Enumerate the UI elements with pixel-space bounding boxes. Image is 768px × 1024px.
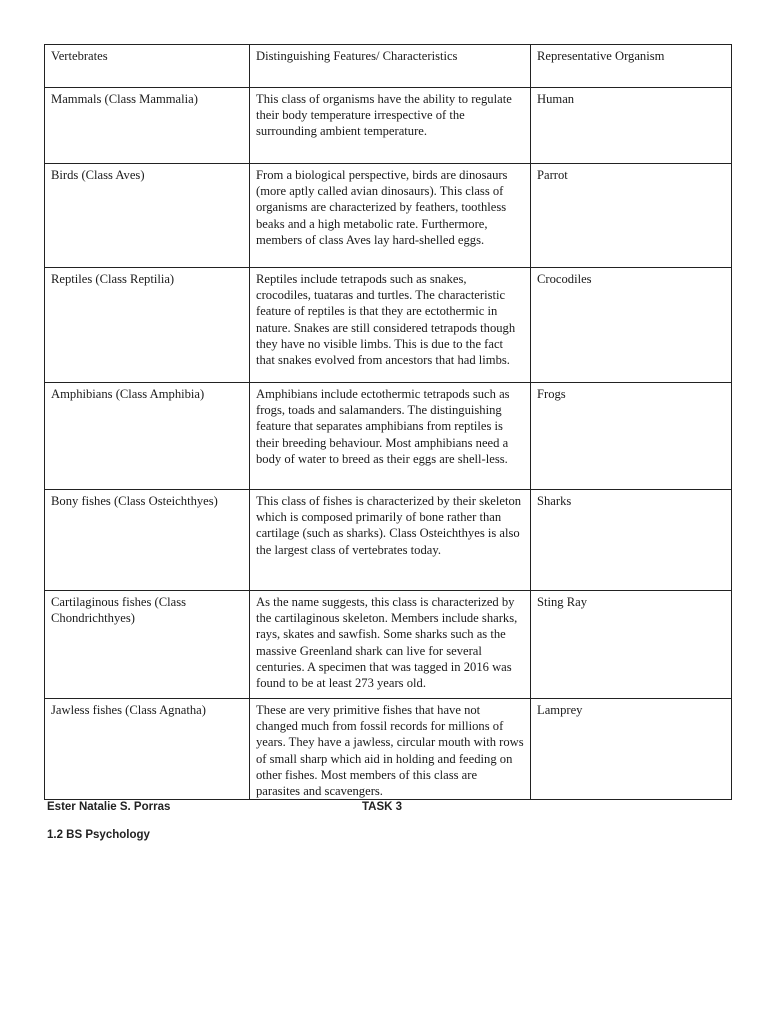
header-vertebrates: Vertebrates <box>45 45 250 88</box>
features-cell: This class of organisms have the ability to regulate their body temperature irrespective of the surrounding ambient temperature. <box>250 88 531 164</box>
vertebrate-cell: Jawless fishes (Class Agnatha) <box>45 699 250 800</box>
vertebrate-cell: Birds (Class Aves) <box>45 164 250 268</box>
features-cell: Amphibians include ectothermic tetrapods such as frogs, toads and salamanders. The distinguishing feature that separates amphibians from reptiles is their breeding behaviour. Most amphibians need a body of water to breed as their eggs are shell-less. <box>250 383 531 490</box>
organism-cell: Sting Ray <box>531 591 732 699</box>
features-cell: From a biological perspective, birds are dinosaurs (more aptly called avian dinosaurs). This class of organisms are characterized by feathers, toothless beaks and a high metabolic rate. Furthermore, members of class Aves lay hard-shelled eggs. <box>250 164 531 268</box>
features-cell: This class of fishes is characterized by their skeleton which is composed primarily of bone rather than cartilage (such as sharks). Class Osteichthyes is also the largest class of vertebrates today. <box>250 490 531 591</box>
vertebrate-cell: Bony fishes (Class Osteichthyes) <box>45 490 250 591</box>
table-row <box>45 268 732 383</box>
organism-cell: Frogs <box>531 383 732 490</box>
table-row <box>45 383 732 490</box>
vertebrate-cell: Amphibians (Class Amphibia) <box>45 383 250 490</box>
header-organism: Representative Organism <box>531 45 732 88</box>
organism-cell: Parrot <box>531 164 732 268</box>
vertebrates-table <box>44 44 732 800</box>
vertebrate-cell: Cartilaginous fishes (Class Chondrichthyes) <box>45 591 250 699</box>
organism-cell: Crocodiles <box>531 268 732 383</box>
features-cell: Reptiles include tetrapods such as snakes, crocodiles, tuataras and turtles. The characteristic feature of reptiles is that they are ectothermic in nature. Snakes are still considered tetrapods though they have no visible limbs. This is due to the fact that snakes evolved from ancestors that had limbs. <box>250 268 531 383</box>
features-cell: As the name suggests, this class is characterized by the cartilaginous skeleton. Members include sharks, rays, skates and sawfish. Some sharks such as the massive Greenland shark can live for several centuries. A specimen that was tagged in 2016 was found to be at least 273 years old. <box>250 591 531 699</box>
organism-cell: Lamprey <box>531 699 732 800</box>
table-row <box>45 699 732 800</box>
features-cell: These are very primitive fishes that have not changed much from fossil records for millions of years. They have a jawless, circular mouth with rows of small sharp which aid in holding and feeding on other fishes. Most members of this class are parasites and scavengers. <box>250 699 531 800</box>
header-features: Distinguishing Features/ Characteristics <box>250 45 531 88</box>
course-section: 1.2 BS Psychology <box>47 829 150 841</box>
table-row <box>45 490 732 591</box>
organism-cell: Human <box>531 88 732 164</box>
task-title: TASK 3 <box>362 801 403 813</box>
vertebrate-cell: Reptiles (Class Reptilia) <box>45 268 250 383</box>
author-name: Ester Natalie S. Porras <box>47 801 171 813</box>
table-row <box>45 164 732 268</box>
table-row <box>45 88 732 164</box>
table-row <box>45 591 732 699</box>
organism-cell: Sharks <box>531 490 732 591</box>
vertebrate-cell: Mammals (Class Mammalia) <box>45 88 250 164</box>
table-header-row <box>45 45 732 88</box>
